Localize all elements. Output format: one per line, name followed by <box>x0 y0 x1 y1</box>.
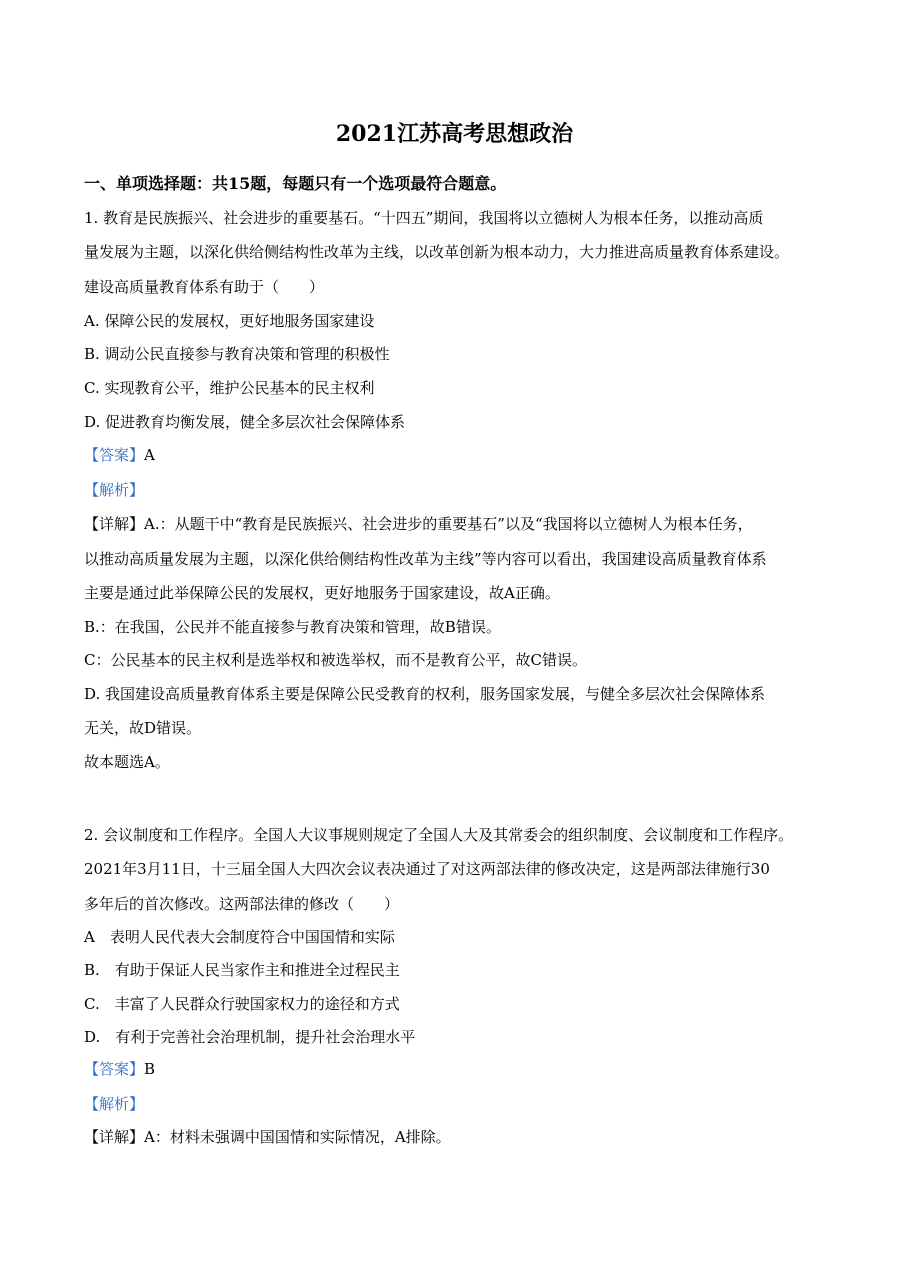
question-1-detail-line-7: 无关，故D错误。 <box>84 719 202 737</box>
question-1-detail-line-1 <box>84 513 753 535</box>
question-2-option-b: B. 有助于保证人民当家作主和推进全过程民主 <box>84 961 400 979</box>
question-1-answer <box>84 444 155 466</box>
question-1-option-c: C. 实现教育公平，维护公民基本的民主权利 <box>84 379 375 397</box>
answer-tag: 【答案】 <box>84 446 145 464</box>
section-heading: 一、单项选择题：共15题，每题只有一个选项最符合题意。 <box>84 174 507 193</box>
question-2-option-c: C. 丰富了人民群众行驶国家权力的途径和方式 <box>84 995 400 1013</box>
question-2-stem-line-3: 多年后的首次修改。这两部法律的修改（ ） <box>84 895 400 913</box>
question-1-stem-line-1: 1. 教育是民族振兴、社会进步的重要基石。“十四五”期间，我国将以立德树人为根本任务，以推动高质 <box>84 209 764 227</box>
question-2-option-d: D. 有利于完善社会治理机制，提升社会治理水平 <box>84 1028 416 1046</box>
detail-text: A：材料未强调中国国情和实际情况，A排除。 <box>144 1128 451 1146</box>
page-title: 2021江苏高考思想政治 <box>335 121 574 147</box>
question-1-detail-line-2: 以推动高质量发展为主题，以深化供给侧结构性改革为主线”等内容可以看出，我国建设高质量教育体系 <box>84 550 767 568</box>
analysis-tag: 【解析】 <box>84 481 145 499</box>
answer-tag: 【答案】 <box>84 1060 145 1078</box>
question-1-detail-line-4: B.：在我国，公民并不能直接参与教育决策和管理，故B错误。 <box>84 618 501 636</box>
question-1-detail-line-5: C：公民基本的民主权利是选举权和被选举权，而不是教育公平，故C错误。 <box>84 651 587 669</box>
question-2-detail-line-1 <box>84 1126 451 1148</box>
question-1-detail-line-8: 故本题选A。 <box>84 753 170 771</box>
question-2-analysis-tag <box>84 1093 144 1115</box>
question-1-stem-line-2: 量发展为主题，以深化供给侧结构性改革为主线，以改革创新为根本动力，大力推进高质量教育体系建设。 <box>84 243 790 261</box>
analysis-tag: 【解析】 <box>84 1095 145 1113</box>
question-1-stem-line-3: 建设高质量教育体系有助于（ ） <box>84 278 325 296</box>
question-2-answer <box>84 1058 155 1080</box>
question-2-stem-line-2: 2021年3月11日，十三届全国人大四次会议表决通过了对这两部法律的修改决定，这是两部法律施行30 <box>84 860 770 878</box>
question-1-analysis-tag <box>84 479 144 501</box>
question-1-option-d: D. 促进教育均衡发展，健全多层次社会保障体系 <box>84 413 406 431</box>
detail-tag: 【详解】 <box>84 1128 145 1146</box>
question-2-option-a: A 表明人民代表大会制度符合中国国情和实际 <box>84 928 395 946</box>
detail-tag: 【详解】 <box>84 515 145 533</box>
question-1-detail-line-3: 主要是通过此举保障公民的发展权，更好地服务于国家建设，故A正确。 <box>84 584 560 602</box>
question-1-detail-line-6: D. 我国建设高质量教育体系主要是保障公民受教育的权利，服务国家发展，与健全多层次社会保障体系 <box>84 685 766 703</box>
answer-value: A <box>144 446 155 464</box>
question-1-option-b: B. 调动公民直接参与教育决策和管理的积极性 <box>84 345 390 363</box>
question-1-option-a: A. 保障公民的发展权，更好地服务国家建设 <box>84 312 375 330</box>
detail-text: A.：从题干中“教育是民族振兴、社会进步的重要基石”以及“我国将以立德树人为根本任务， <box>144 515 753 533</box>
answer-value: B <box>144 1060 156 1078</box>
question-2-stem-line-1: 2. 会议制度和工作程序。全国人大议事规则规定了全国人大及其常委会的组织制度、会议制度和工作程序。 <box>84 826 794 844</box>
